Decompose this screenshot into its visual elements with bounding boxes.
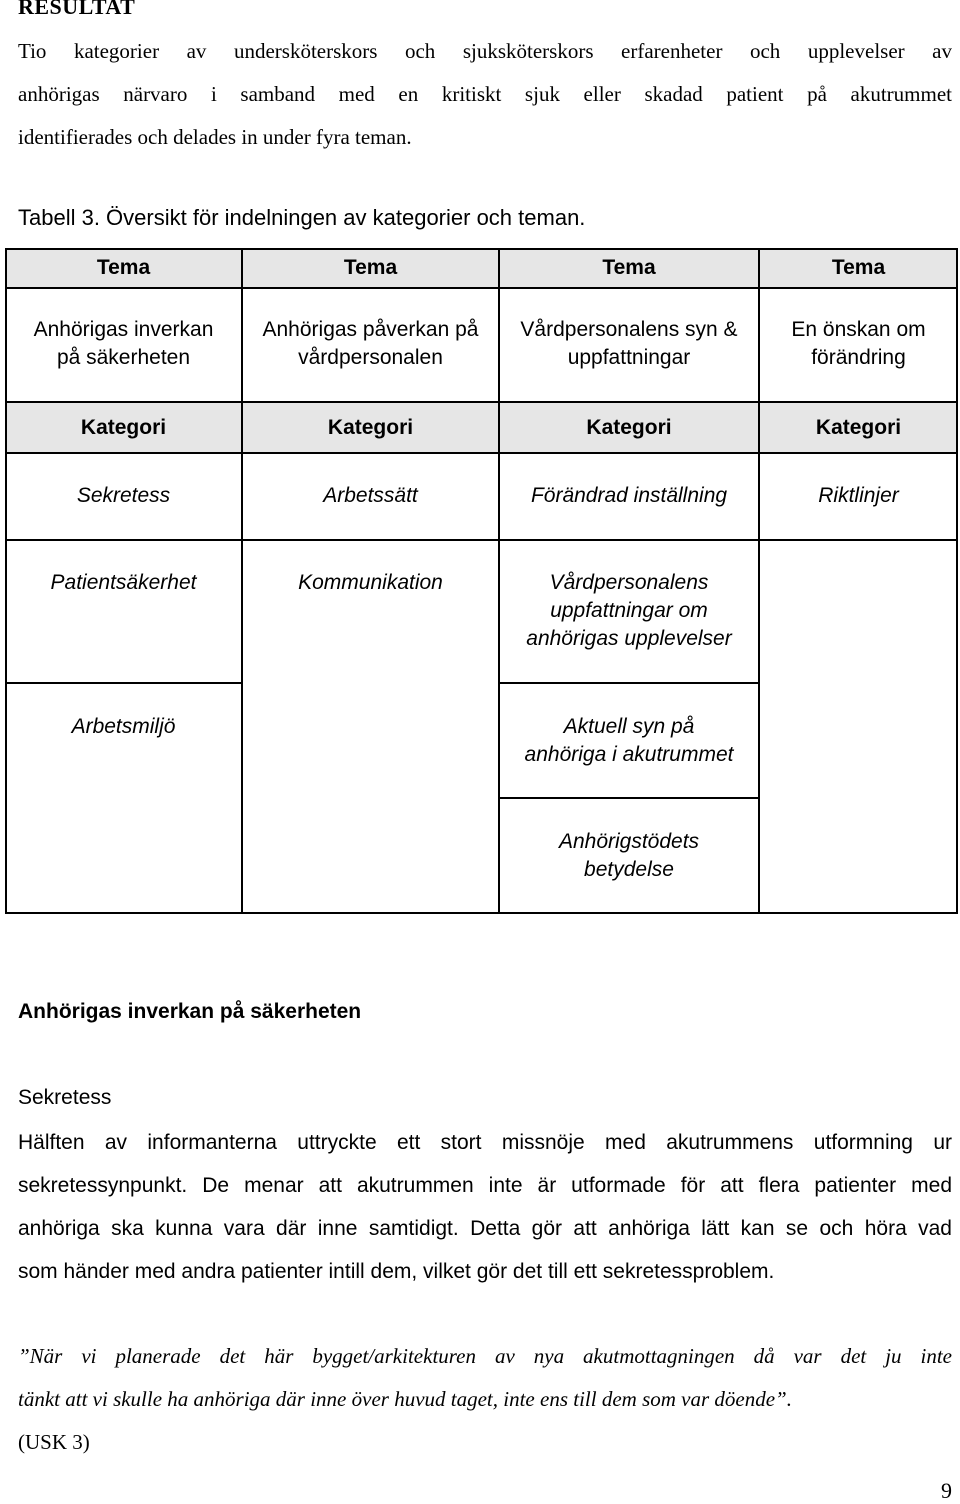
table-rule bbox=[5, 287, 958, 289]
table-rule bbox=[499, 682, 759, 684]
body-line-1: Hälften av informanterna uttryckte ett stort missnöje med akutrummens utformning ur bbox=[18, 1131, 952, 1154]
category-header-2: Kategori bbox=[327, 415, 414, 439]
theme-4-line-1: En önskan om bbox=[791, 318, 926, 341]
table-rule bbox=[5, 682, 242, 684]
table-rule bbox=[5, 452, 958, 454]
category-patientsakerhet: Patientsäkerhet bbox=[50, 571, 197, 594]
theme-3 bbox=[499, 316, 759, 372]
category-anhorigstodets-line-1: Anhörigstödets bbox=[558, 830, 700, 853]
category-vardpersonalens-line-1: Vårdpersonalens bbox=[549, 571, 709, 594]
table-column-rule bbox=[498, 248, 500, 914]
table-border-bottom bbox=[5, 912, 958, 914]
category-header-1: Kategori bbox=[80, 415, 167, 439]
quote-reference: (USK 3) bbox=[18, 1430, 90, 1454]
category-anhorigstodets-betydelse bbox=[499, 828, 759, 884]
theme-header-2: Tema bbox=[343, 256, 398, 279]
category-vardpersonalens-line-3: anhörigas upplevelser bbox=[526, 627, 732, 650]
theme-1-line-1: Anhörigas inverkan bbox=[33, 318, 214, 341]
category-arbetsmiljo: Arbetsmiljö bbox=[71, 715, 176, 738]
theme-2 bbox=[242, 316, 499, 372]
theme-2-line-2: vårdpersonalen bbox=[298, 346, 443, 369]
theme-3-line-2: uppfattningar bbox=[567, 346, 691, 369]
table-rule bbox=[5, 401, 958, 403]
category-aktuell-syn-line-1: Aktuell syn på bbox=[563, 715, 695, 738]
page-number: 9 bbox=[941, 1478, 952, 1503]
table-border-left bbox=[5, 248, 7, 914]
theme-2-line-1: Anhörigas påverkan på bbox=[262, 318, 479, 341]
body-line-2: sekretessynpunkt. De menar att akutrummen inte är utformade för att flera patienter med bbox=[18, 1174, 952, 1197]
theme-4 bbox=[759, 316, 958, 372]
table-caption: Tabell 3. Översikt för indelningen av kategorier och teman. bbox=[18, 205, 586, 230]
theme-header-3: Tema bbox=[602, 256, 656, 279]
body-line-3: anhöriga ska kunna vara där inne samtidigt. Detta gör att anhöriga lätt kan se och höra vad bbox=[18, 1217, 952, 1240]
theme-1-line-2: på säkerheten bbox=[56, 346, 191, 369]
theme-header-4: Tema bbox=[831, 256, 886, 279]
category-vardpersonalens-line-2: uppfattningar om bbox=[550, 599, 708, 622]
intro-line-3: identifierades och delades in under fyra teman. bbox=[18, 125, 412, 149]
category-kommunikation: Kommunikation bbox=[298, 571, 443, 594]
intro-line-1: Tio kategorier av undersköterskors och sjuksköterskors erfarenheter och upplevelser av bbox=[18, 39, 952, 63]
category-anhorigstodets-line-2: betydelse bbox=[584, 858, 674, 881]
table-rule bbox=[499, 797, 759, 799]
category-aktuell-syn-line-2: anhöriga i akutrummet bbox=[524, 743, 734, 766]
subsection-title: Sekretess bbox=[18, 1086, 112, 1109]
table-column-rule bbox=[241, 248, 243, 914]
category-forandrad-installning: Förändrad inställning bbox=[530, 484, 728, 507]
theme-1 bbox=[5, 316, 242, 372]
category-header-4: Kategori bbox=[815, 415, 902, 439]
table-rule bbox=[5, 539, 958, 541]
theme-4-line-2: förändring bbox=[811, 346, 906, 369]
theme-header-1: Tema bbox=[96, 256, 151, 279]
intro-line-2: anhörigas närvaro i samband med en kritiskt sjuk eller skadad patient på akutrummet bbox=[18, 82, 952, 106]
theme-3-line-1: Vårdpersonalens syn & bbox=[520, 318, 738, 341]
section-heading: RESULTAT bbox=[18, 0, 136, 19]
category-arbetssatt: Arbetssätt bbox=[323, 484, 418, 507]
table-border-right bbox=[956, 248, 958, 914]
category-vardpersonalens-uppfattningar bbox=[499, 569, 759, 653]
body-line-4: som händer med andra patienter intill dem, vilket gör det till ett sekretessproblem. bbox=[18, 1260, 775, 1283]
category-sekretess: Sekretess bbox=[76, 484, 171, 507]
category-header-3: Kategori bbox=[586, 415, 672, 439]
category-aktuell-syn bbox=[499, 713, 759, 769]
category-riktlinjer: Riktlinjer bbox=[818, 484, 899, 507]
table-column-rule bbox=[758, 248, 760, 914]
section-title: Anhörigas inverkan på säkerheten bbox=[18, 1000, 362, 1023]
quote-line-2: tänkt att vi skulle ha anhöriga där inne över huvud taget, inte ens till dem som var döende”. bbox=[18, 1387, 792, 1411]
quote-line-1: ”När vi planerade det här bygget/arkitekturen av nya akutmottagningen då var det ju inte bbox=[18, 1344, 952, 1368]
table-border-top bbox=[5, 248, 958, 250]
